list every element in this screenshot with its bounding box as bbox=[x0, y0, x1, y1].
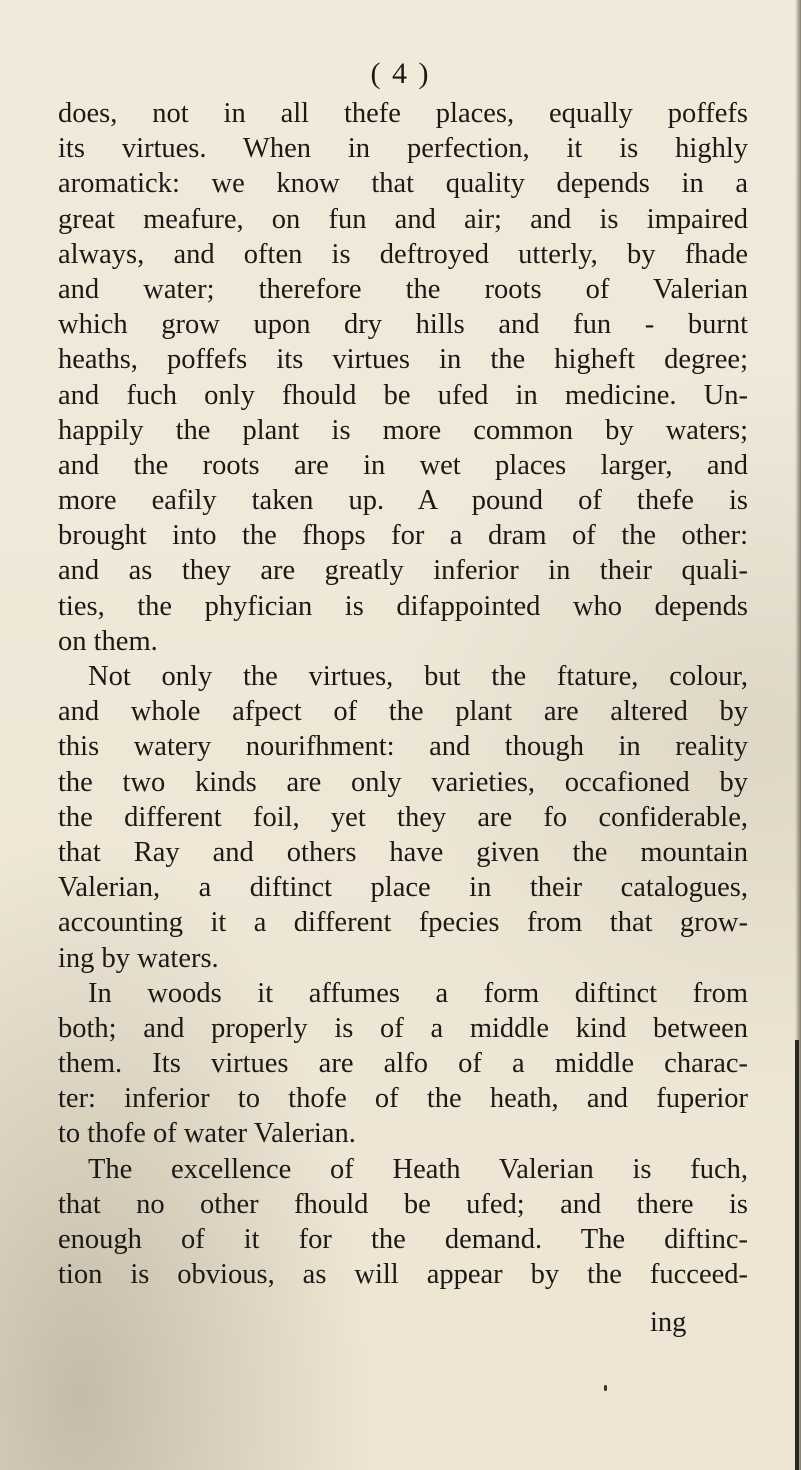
text-line: that Ray and others have given the mountain bbox=[58, 836, 748, 868]
text-line: ter: inferior to thofe of the heath, and fuperior bbox=[58, 1083, 748, 1115]
text-line: does, not in all thefe places, equally poffefs bbox=[58, 98, 748, 129]
text-line: always, and often is deftroyed utterly, by fhade bbox=[58, 238, 748, 270]
text-line: to thofe of water Valerian. bbox=[58, 1118, 356, 1150]
text-line: heaths, poffefs its virtues in the higheft degree; bbox=[58, 344, 748, 376]
text-line: ing by waters. bbox=[58, 942, 219, 974]
text-line: enough of it for the demand. The diftinc- bbox=[58, 1224, 748, 1255]
text-line: and the roots are in wet places larger, and bbox=[58, 449, 748, 481]
text-line: the two kinds are only varieties, occafioned by bbox=[58, 766, 748, 798]
text-line: accounting it a different fpecies from that grow- bbox=[58, 907, 748, 939]
text-line: aromatick: we know that quality depends in a bbox=[58, 168, 748, 200]
text-line: Valerian, a diftinct place in their catalogues, bbox=[58, 872, 748, 904]
text-line: Not only the virtues, but the ftature, colour, bbox=[88, 661, 748, 692]
text-line: the different foil, yet they are fo confiderable, bbox=[58, 801, 748, 833]
text-line: its virtues. When in perfection, it is highly bbox=[58, 133, 748, 165]
text-line: them. Its virtues are alfo of a middle charac- bbox=[58, 1048, 748, 1080]
text-line: and fuch only fhould be ufed in medicine. Un- bbox=[58, 379, 748, 411]
text-line: this watery nourifhment: and though in reality bbox=[58, 731, 748, 763]
text-line: which grow upon dry hills and fun - burnt bbox=[58, 309, 748, 341]
text-line: ties, the phyfician is difappointed who depends bbox=[58, 590, 748, 622]
page-edge-line bbox=[795, 1040, 799, 1470]
text-line: and whole afpect of the plant are altered by bbox=[58, 696, 748, 728]
text-line: and water; therefore the roots of Valerian bbox=[58, 273, 748, 305]
text-line: In woods it affumes a form diftinct from bbox=[88, 977, 748, 1009]
body-text bbox=[58, 96, 748, 1292]
text-line: The excellence of Heath Valerian is fuch, bbox=[88, 1153, 748, 1185]
ink-speck bbox=[604, 1385, 607, 1391]
text-line: brought into the fhops for a dram of the other: bbox=[58, 520, 748, 552]
text-line: great meafure, on fun and air; and is impaired bbox=[58, 203, 748, 235]
text-line: more eafily taken up. A pound of thefe is bbox=[58, 485, 748, 517]
text-line: tion is obvious, as will appear by the fucceed- bbox=[58, 1259, 748, 1291]
text-line: both; and properly is of a middle kind between bbox=[58, 1012, 748, 1044]
text-line: that no other fhould be ufed; and there is bbox=[58, 1188, 748, 1220]
text-line: and as they are greatly inferior in their quali- bbox=[58, 555, 748, 587]
text-line: on them. bbox=[58, 625, 158, 657]
catchword: ing bbox=[650, 1307, 687, 1338]
text-line: happily the plant is more common by waters; bbox=[58, 414, 748, 446]
page-number: ( 4 ) bbox=[370, 57, 431, 90]
